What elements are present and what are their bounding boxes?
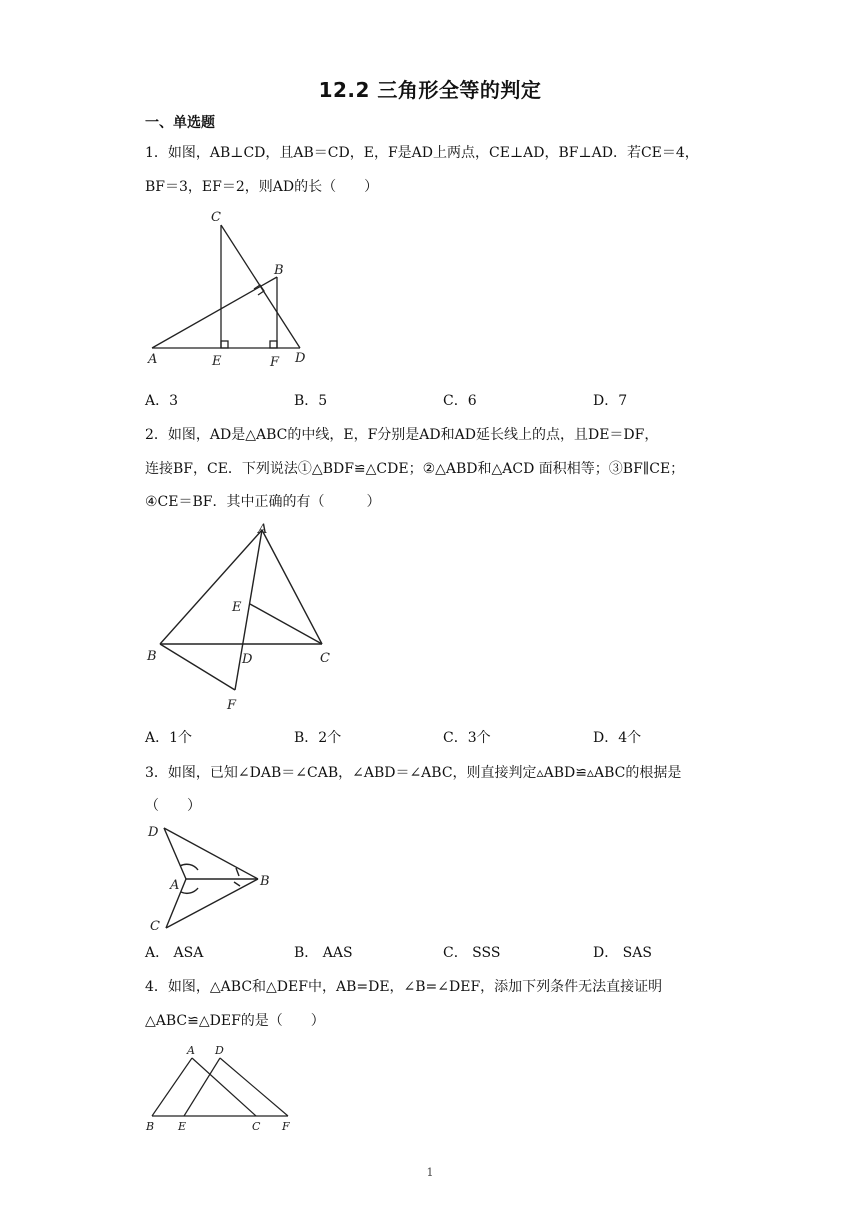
q2-option-d: D．4个 — [593, 730, 642, 746]
label-a: A — [187, 1044, 195, 1057]
q4-line-2: △ABC≌△DEF的是（ ） — [145, 1013, 325, 1029]
q1-option-b: B．5 — [294, 393, 328, 409]
right-angle-f — [270, 341, 277, 348]
label-c: C — [211, 210, 221, 225]
right-angle-e — [221, 341, 228, 348]
q3-option-c: C． SSS — [443, 945, 501, 961]
line-bf — [160, 644, 235, 690]
page-title: 12.2 三角形全等的判定 — [318, 78, 542, 102]
q2-option-a: A．1个 — [145, 730, 193, 746]
angle-mark-cab — [181, 888, 198, 893]
label-d: D — [148, 825, 159, 840]
q3-line-1: 3．如图，已知∠DAB＝∠CAB，∠ABD＝∠ABC，则直接判定▵ABD≌▵ABC的根据是 — [145, 765, 682, 781]
line-ab — [152, 277, 277, 348]
q3-option-d: D． SAS — [593, 945, 652, 961]
q1-option-c: C．6 — [443, 393, 477, 409]
label-b: B — [274, 263, 284, 278]
label-e: E — [232, 600, 242, 615]
label-c: C — [252, 1120, 261, 1133]
line-da — [164, 828, 186, 879]
label-f: F — [227, 698, 237, 713]
q2-option-b: B．2个 — [294, 730, 342, 746]
q1-line-2: BF＝3，EF＝2，则AD的长（ ） — [145, 179, 379, 195]
line-df — [220, 1058, 288, 1116]
q2-option-c: C．3个 — [443, 730, 491, 746]
q3-figure — [140, 818, 280, 936]
label-a: A — [170, 878, 180, 893]
angle-tick-abc — [234, 882, 240, 886]
label-b: B — [146, 1120, 155, 1133]
line-cb — [166, 879, 258, 928]
label-c: C — [150, 919, 160, 934]
q4-line-1: 4．如图，△ABC和△DEF中，AB=DE，∠B=∠DEF，添加下列条件无法直接证明 — [145, 979, 663, 995]
label-b: B — [260, 874, 270, 889]
page-number: 1 — [426, 1166, 434, 1179]
q2-line-1: 2．如图，AD是△ABC的中线，E，F分别是AD和AD延长线上的点，且DE＝DF， — [145, 427, 659, 443]
line-ab — [152, 1058, 192, 1116]
angle-mark-dab — [180, 864, 198, 870]
q2-line-2: 连接BF，CE．下列说法①△BDF≌△CDE；②△ABD和△ACD 面积相等；③BF∥CE； — [145, 461, 685, 477]
q3-line-2: （ ） — [145, 798, 201, 814]
q3-option-a: A． ASA — [145, 945, 204, 961]
line-ab — [160, 530, 262, 644]
label-f: F — [282, 1120, 290, 1133]
q3-option-b: B． AAS — [294, 945, 353, 961]
label-a: A — [148, 352, 158, 367]
q1-option-a: A．3 — [145, 393, 179, 409]
label-c: C — [320, 651, 330, 666]
label-b: B — [147, 649, 157, 664]
label-a: A — [258, 522, 268, 537]
label-d: D — [242, 652, 253, 667]
q2-line-3: ④CE＝BF．其中正确的有（ ） — [145, 494, 381, 510]
q1-option-d: D．7 — [593, 393, 628, 409]
q1-line-1: 1．如图，AB⊥CD，且AB＝CD，E，F是AD上两点，CE⊥AD，BF⊥AD．若CE＝4， — [145, 145, 699, 161]
q4-figure — [140, 1042, 300, 1134]
section-heading: 一、单选题 — [145, 115, 215, 131]
label-d: D — [215, 1044, 224, 1057]
label-f: F — [270, 355, 280, 370]
q2-figure — [140, 518, 340, 716]
label-e: E — [178, 1120, 187, 1133]
q1-figure — [140, 205, 320, 375]
label-e: E — [212, 354, 222, 369]
line-db — [164, 828, 258, 879]
label-d: D — [295, 351, 306, 366]
